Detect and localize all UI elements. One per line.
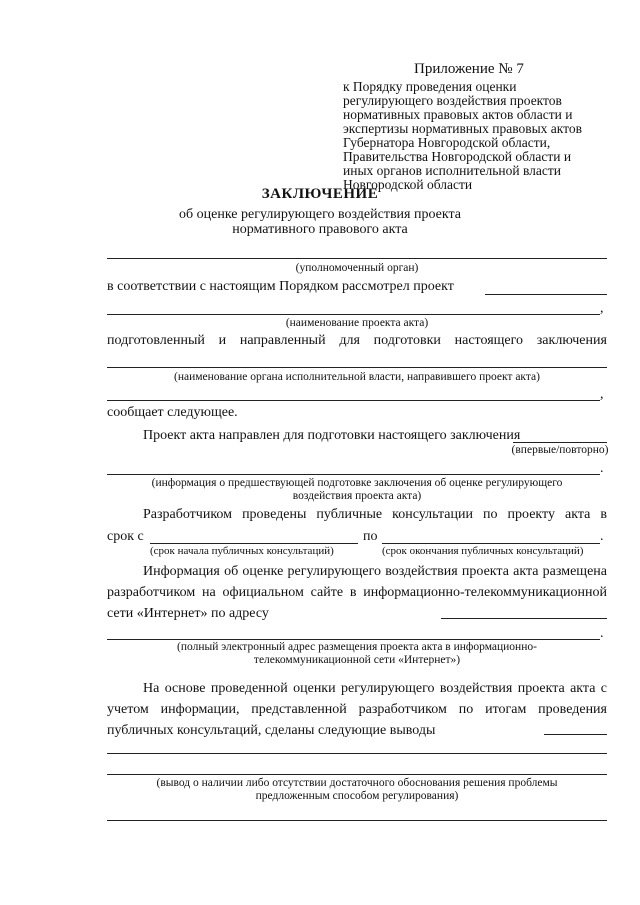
word: подготовленный [107, 333, 205, 348]
based-on-paragraph: На основе проведенной оценки регулирующего воздействия проекта акта с учетом информации, представленной разработчиком по итогам проведения публичных консультаций, сделаны следующие выводы [107, 681, 607, 738]
authorized-body-field[interactable] [107, 258, 607, 259]
previous-info-field[interactable] [107, 474, 600, 475]
period-mark: . [600, 461, 604, 476]
consult-end-field[interactable] [382, 543, 600, 544]
full-address-caption-1: (полный электронный адрес размещения проекта акта в информационно- [177, 641, 537, 653]
sent-for-text: Проект акта направлен для подготовки настоящего заключения [143, 428, 521, 443]
consult-start-field[interactable] [150, 543, 358, 544]
consult-end-caption: (срок окончания публичных консультаций) [382, 545, 584, 557]
word: заключения [536, 333, 607, 348]
period-mark-3: . [600, 626, 604, 641]
info-placed-paragraph: Информация об оценке регулирующего воздействия проекта акта размещена разработчиком на официальном сайте в информационно-телекоммуникационной сети «Интернет» по адресу [107, 564, 607, 621]
comma-mark: , [600, 301, 604, 316]
word: проекту [507, 507, 555, 522]
reports-text: сообщает следующее. [107, 405, 238, 420]
word: консультации [392, 507, 473, 522]
executive-body-field-2[interactable] [107, 400, 600, 401]
previous-info-caption-2: воздействия проекта акта) [292, 490, 422, 502]
conclusion-caption-2: предложенным способом регулирования) [255, 790, 459, 802]
appendix-reference: к Порядку проведения оценки регулирующего воздействия проектов нормативных правовых актов области и экспертизы нормативных правовых актов Губернатора Новгородской области, Правительства Новгородской области и иных органов исполнительной власти Новгородской области [343, 79, 583, 192]
appendix-number: Приложение № 7 [414, 61, 524, 77]
conclusions-field-4[interactable] [107, 820, 607, 821]
word: в [600, 507, 607, 522]
address-field[interactable] [441, 618, 607, 619]
authorized-body-caption: (уполномоченный орган) [295, 262, 419, 274]
period-mark-2: . [600, 529, 604, 544]
reviewed-draft-text: в соответствии с настоящим Порядком рассмотрел проект [107, 279, 454, 294]
executive-body-field[interactable] [107, 367, 607, 368]
word: публичные [316, 507, 383, 522]
term-from-text: срок с [107, 529, 144, 544]
word: направленный [239, 333, 326, 348]
document-subtitle-line2: нормативного правового акта [232, 222, 408, 237]
conclusions-field-3[interactable] [107, 774, 607, 775]
term-to-text: по [363, 529, 378, 544]
previous-info-caption-1: (информация о предшествующей подготовке заключения об оценке регулирующего [151, 477, 563, 489]
word: акта [565, 507, 591, 522]
word: проведены [242, 507, 307, 522]
conclusions-field-2[interactable] [107, 753, 607, 754]
word: Разработчиком [143, 507, 233, 522]
draft-name-field[interactable] [107, 314, 600, 315]
document-subtitle-line1: об оценке регулирующего воздействия проекта [179, 207, 461, 222]
draft-name-caption: (наименование проекта акта) [285, 317, 429, 329]
prepared-text-line [107, 333, 607, 349]
draft-field[interactable] [485, 294, 607, 295]
word: по [483, 507, 498, 522]
word: подготовки [373, 333, 441, 348]
first-repeat-caption: (впервые/повторно) [511, 444, 609, 456]
full-address-caption-2: телекоммуникационной сети «Интернет») [253, 654, 461, 666]
document-title: ЗАКЛЮЧЕНИЕ [261, 186, 379, 202]
word: и [218, 333, 227, 348]
conclusions-field[interactable] [544, 734, 607, 735]
consultations-text-line [143, 507, 607, 523]
word: настоящего [454, 333, 524, 348]
first-repeat-field[interactable] [513, 442, 607, 443]
consult-start-caption: (срок начала публичных консультаций) [150, 545, 334, 557]
conclusion-caption-1: (вывод о наличии либо отсутствии достаточного обоснования решения проблемы [156, 777, 558, 789]
word: для [339, 333, 360, 348]
address-field-2[interactable] [107, 639, 600, 640]
executive-body-caption: (наименование органа исполнительной власти, направившего проект акта) [174, 371, 540, 383]
comma-mark-2: , [600, 387, 604, 402]
